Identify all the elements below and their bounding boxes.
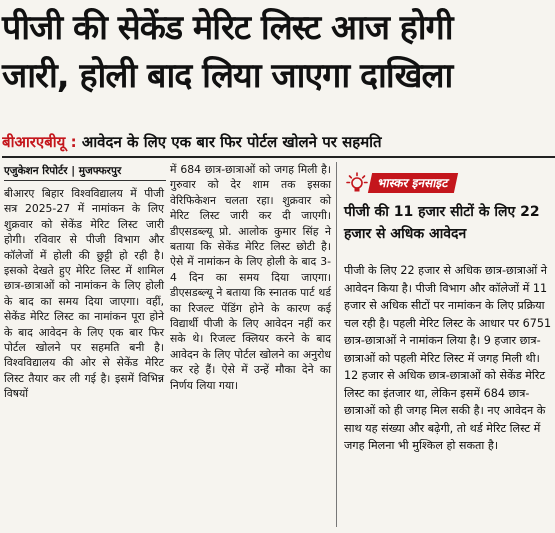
byline: एजुकेशन रिपोर्टर | मुजफ्फरपुर <box>4 162 166 181</box>
column-divider <box>336 162 337 527</box>
sidebar-body: पीजी के लिए 22 हजार से अधिक छात्र-छात्राओं ने आवेदन किया है। पीजी विभाग और कॉलेजों में 11 हजार से अधिक सीटों पर नामांकन के लिए प्रक्रिया चल रही है। पहली मेरिट लिस्ट के आधार पर 6751 छात्र-छात्राओं ने नामांकन लिया है। 9 हजार छात्र-छात्राओं को पहली मेरिट लिस्ट में जगह मिली थी। 12 हजार से अधिक छात्र-छात्राओं को सेकेंड मेरिट लिस्ट का इंतजार था, लेकिन इसमें 684 छात्र-छात्राओं को ही जगह मिल सकी है। नए आवेदन के साथ यह संख्या और बढ़ेगी, तो थर्ड मेरिट लिस्ट में जगह मिलना भी मुश्किल हो सकता है। <box>344 264 552 452</box>
headline-line-2: जारी, होली बाद लिया जाएगा दाखिला <box>2 56 453 96</box>
subheadline <box>2 128 555 158</box>
insight-header <box>346 172 548 194</box>
headline <box>2 4 552 100</box>
headline-line-1: पीजी की सेकेंड मेरिट लिस्ट आज होगी <box>2 8 453 48</box>
subheadline-text: आवेदन के लिए एक बार फिर पोर्टल खोलने पर सहमति <box>81 133 382 151</box>
subheadline-tag: बीआरएबीयू : <box>2 133 77 151</box>
sidebar-title: पीजी की 11 हजार सीटों के लिए 22 हजार से अधिक आवेदन <box>344 204 540 242</box>
insight-label: भास्कर इनसाइट <box>368 173 458 193</box>
lightbulb-icon <box>346 172 368 194</box>
article-column-2: में 684 छात्र-छात्राओं को जगह मिली है। गुरुवार को देर शाम तक इसका वेरिफिकेशन चलता रहा। शुक्रवार को मेरिट लिस्ट जारी कर दी जाएगी। डीएसडब्ल्यू प्रो. आलोक कुमार सिंह ने बताया कि सेकेंड मेरिट लिस्ट छोटी है। ऐसे में नामांकन के लिए होली के बाद 3-4 दिन का समय दिया जाएगा। डीएसडब्ल्यू ने बताया कि स्नातक पार्ट थर्ड का रिजल्ट पेंडिंग होने के कारण कई विद्यार्थी पीजी के लिए आवेदन नहीं कर सके थे। रिजल्ट क्लियर करने के बाद आवेदन के लिए पोर्टल खोलने का अनुरोध कर रहे हैं। ऐसे में उन्हें मौका देने का निर्णय लिया गया। <box>170 163 331 392</box>
article-column-1: बीआरए बिहार विश्वविद्यालय में पीजी सत्र 2025-27 में नामांकन के लिए शुक्रवार को सेकेंड मेरिट लिस्ट जारी होगी। रविवार से पीजी विभाग और कॉलेजों में होली की छुट्टी हो रही है। इसको देखते हुए मेरिट लिस्ट में शामिल छात्र-छात्राओं को नामांकन के लिए होली के बाद का समय दिया जाएगा। वहीं, सेकेंड मेरिट लिस्ट का नामांकन पूरा होने के बाद आवेदन के लिए एक बार फिर पोर्टल खोलने पर सहमति बनी है। विश्वविद्यालय की ओर से सेकेंड मेरिट लिस्ट तैयार कर ली गई है। इसमें विभिन्न विषयों <box>4 187 164 401</box>
